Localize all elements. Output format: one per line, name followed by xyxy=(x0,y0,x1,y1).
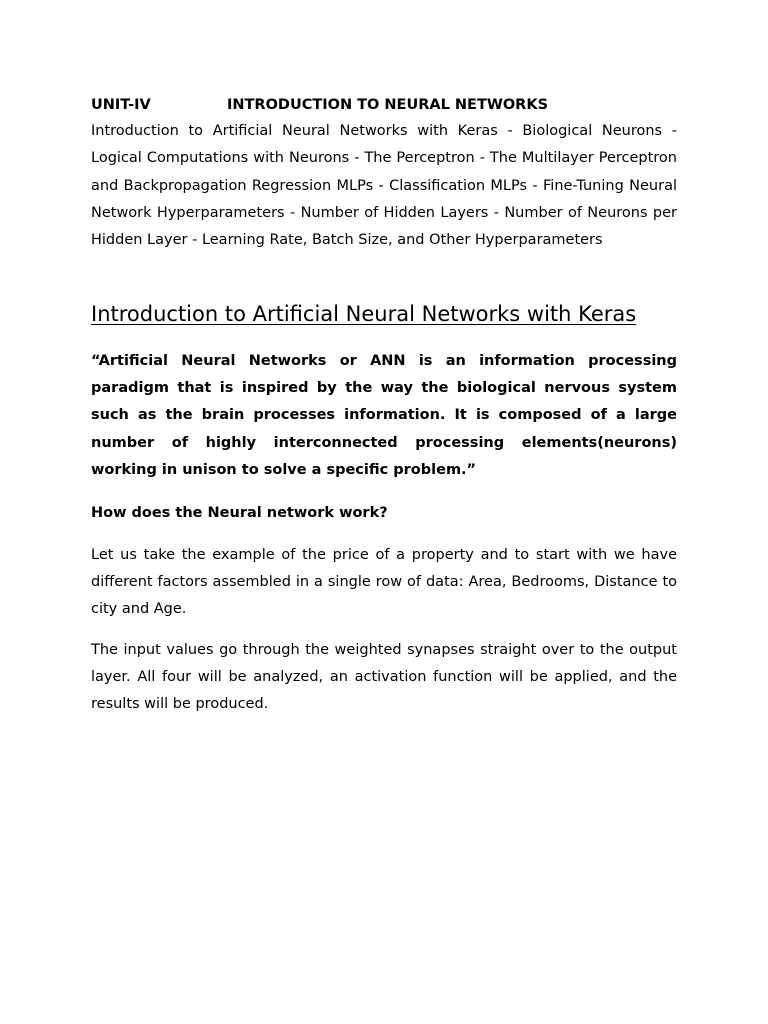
paragraph: The input values go through the weighted synapses straight over to the output layer. All four will be analyzed, an activation function will be applied, and the results will be produced. xyxy=(91,642,677,712)
unit-title: INTRODUCTION TO NEURAL NETWORKS xyxy=(227,97,549,113)
unit-header xyxy=(91,95,677,115)
unit-label: UNIT-IV xyxy=(91,97,151,113)
ann-definition-quote: “Artificial Neural Networks or ANN is an information processing paradigm that is inspired by the way the biological nervous system such as the brain processes information. It is composed of a large number of highly interconnected processing elements(neurons) working in unison to solve a specific problem.” xyxy=(91,353,677,478)
syllabus-topics: Introduction to Artificial Neural Networks with Keras - Biological Neurons - Logical Computations with Neurons - The Perceptron - The Multilayer Perceptron and Backpropagation Regression MLPs - Classification MLPs - Fine-Tuning Neural Network Hyperparameters - Number of Hidden Layers - Number of Neurons per Hidden Layer - Learning Rate, Batch Size, and Other Hyperparameters xyxy=(91,123,677,249)
section-question: How does the Neural network work? xyxy=(91,505,388,521)
paragraph: Let us take the example of the price of a property and to start with we have different factors assembled in a single row of data: Area, Bedrooms, Distance to city and Age. xyxy=(91,547,677,617)
section-heading: Introduction to Artificial Neural Networks with Keras xyxy=(91,302,637,326)
